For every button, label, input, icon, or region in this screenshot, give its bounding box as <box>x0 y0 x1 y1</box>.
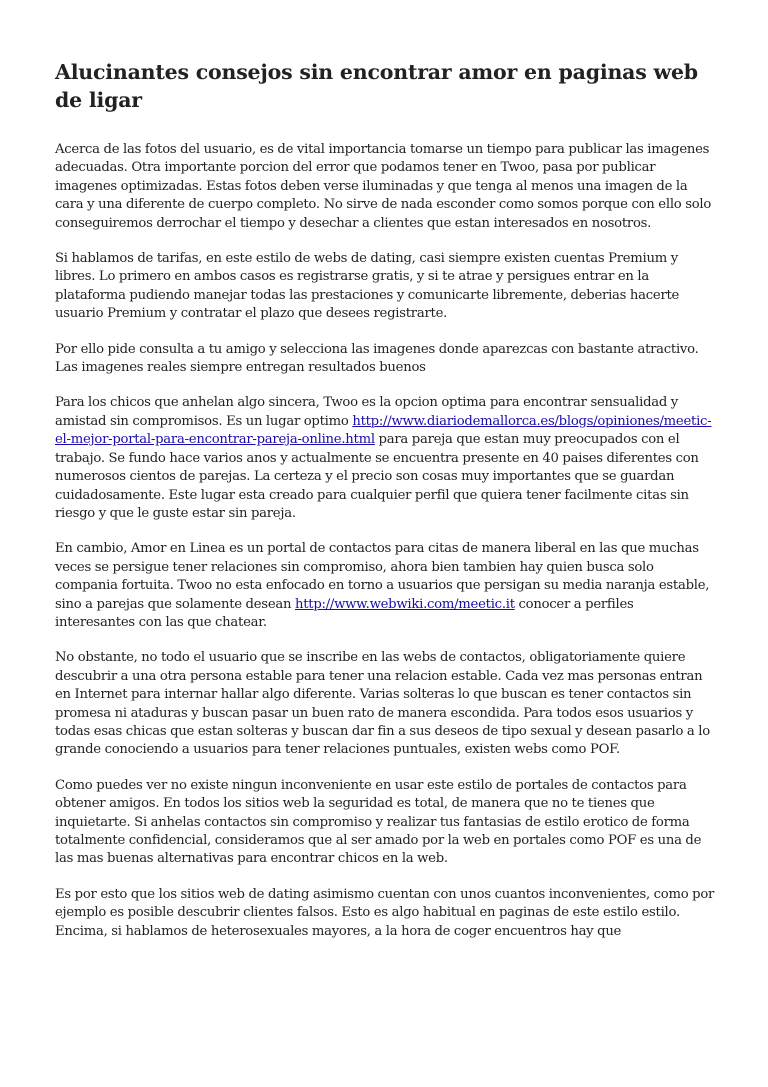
paragraph-text: En cambio, Amor en Linea es un portal de contactos para citas de manera liberal en las que muchas veces se persigue tener relaciones sin compromiso, ahora bien tambien hay quien busca solo compania fortuita. Twoo no esta enfocado en torno a usuarios que persigan su media naranja estable, sino a parejas que solamente desean <box>55 541 710 612</box>
document-title: Alucinantes consejos sin encontrar amor en paginas web de ligar <box>55 60 698 112</box>
paragraph-text: conocer a perfiles interesantes con las que chatear. <box>55 596 634 630</box>
paragraph-como-puedes: Como puedes ver no existe ningun inconveniente en usar este estilo de portales de contactos para obtener amigos. En todos los sitios web la seguridad es total, de manera que no te tienes que inquietarte. Si anhelas contactos sin compromiso y realizar tus fantasias de estilo erotico de forma totalmente confidencial, consideramos que al ser amado por la web en portales como POF es una de las mas buenas alternativas para encontrar chicos en la web. <box>55 777 702 867</box>
diariodemallorca-link[interactable]: http://www.diariodemallorca.es/blogs/opiniones/meetic-el-mejor-portal-para-encontrar-pareja-online.html <box>55 413 712 448</box>
document-page <box>55 58 715 958</box>
paragraph-text: para pareja que estan muy preocupados con el trabajo. Se fundo hace varios anos y actualmente se encuentra presente en 40 paises diferentes con numerosos cientos de parejas. La certeza y el precio son cosas muy importantes que se guardan cuidadosamente. Este lugar esta creado para cualquier perfil que quiera tener facilmente citas sin riesgo y que le guste estar sin pareja. <box>55 432 699 521</box>
paragraph-es-por-esto: Es por esto que los sitios web de dating asimismo cuentan con unos cuantos inconvenientes, como por ejemplo es posible descubrir clientes falsos. Esto es algo habitual en paginas de este estilo estilo. Encima, si hablamos de heterosexuales mayores, a la hora de coger encuentros hay que <box>55 886 715 939</box>
paragraph-text: Para los chicos que anhelan algo sincera, Twoo es la opcion optima para encontrar sensualidad y amistad sin compromisos. Es un lugar optimo <box>55 395 679 429</box>
webwiki-link[interactable]: http://www.webwiki.com/meetic.it <box>294 596 515 612</box>
paragraph-consulta: Por ello pide consulta a tu amigo y selecciona las imagenes donde aparezcas con bastante atractivo. Las imagenes reales siempre entregan resultados buenos <box>55 341 699 376</box>
paragraph-photos: Acerca de las fotos del usuario, es de vital importancia tomarse un tiempo para publicar las imagenes adecuadas. Otra importante porcion del error que podamos tener en Twoo, pasa por publicar imagenes optimizadas. Estas fotos deben verse iluminadas y que tenga al menos una imagen de la cara y una diferente de cuerpo completo. No sirve de nada esconder como somos porque con ello solo conseguiremos derrochar el tiempo y desechar a clientes que estan interesados en nosotros. <box>55 142 712 231</box>
paragraph-twoo <box>55 394 715 523</box>
paragraph-tarifas: Si hablamos de tarifas, en este estilo de webs de dating, casi siempre existen cuentas Premium y libres. Lo primero en ambos casos es registrarse gratis, y si te atrae y persigues entrar en la plataforma pudiendo manejar todas las prestaciones y comunicarte libremente, deberias hacerte usuario Premium y contratar el plazo que desees registrarte. <box>55 251 680 322</box>
paragraph-amor-en-linea <box>55 540 715 632</box>
paragraph-no-obstante: No obstante, no todo el usuario que se inscribe en las webs de contactos, obligatoriamente quiere descubrir a una otra persona estable para tener una relacion estable. Cada vez mas personas entran en Internet para internar hallar algo diferente. Varias solteras lo que buscan es tener contactos sin promesa ni ataduras y buscan pasar un buen rato de manera escondida. Para todos esos usuarios y todas esas chicas que estan solteras y buscan dar fin a sus deseos de tipo sexual y desean pasarlo a lo grande conociendo a usuarios para tener relaciones puntuales, existen webs como POF. <box>55 650 710 758</box>
